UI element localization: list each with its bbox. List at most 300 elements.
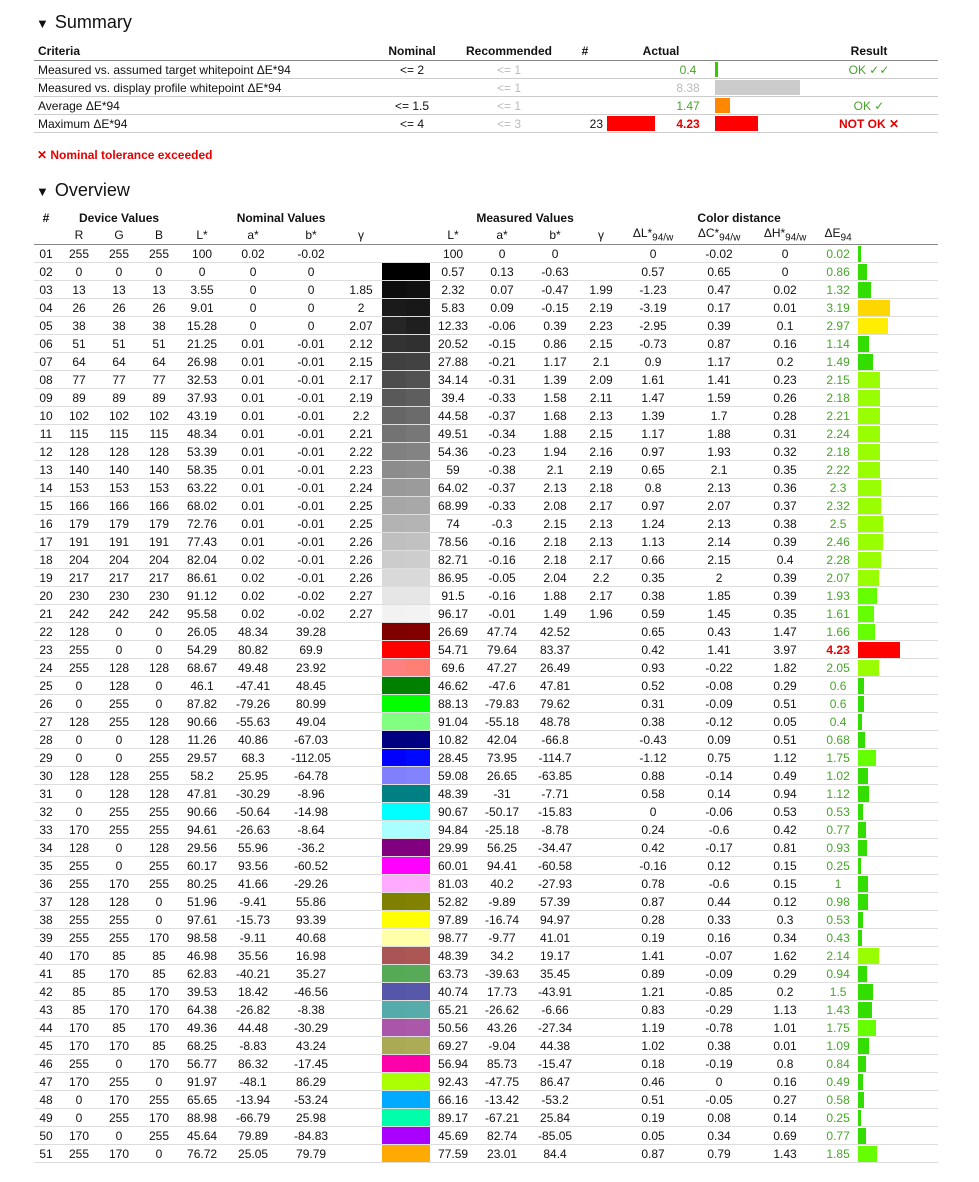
measured-a-cell: -9.04 <box>476 1037 528 1055</box>
device-g-cell: 102 <box>100 407 138 425</box>
delta-E-bar-cell <box>858 335 938 353</box>
nominal-a-cell: 68.3 <box>224 749 282 767</box>
nominal-b-cell: 25.98 <box>282 1109 340 1127</box>
row-number-cell: 15 <box>34 497 58 515</box>
nominal-a-cell: 18.42 <box>224 983 282 1001</box>
device-g-cell: 128 <box>100 659 138 677</box>
device-b-cell: 13 <box>138 281 180 299</box>
measured-color-swatch <box>406 425 430 442</box>
delta-E-cell: 0.53 <box>818 911 858 929</box>
color-swatch <box>382 911 430 928</box>
device-b-cell: 0 <box>138 1145 180 1163</box>
actual-cell: 1.47 <box>661 97 715 115</box>
delta-E-bar <box>858 588 877 604</box>
delta-H-cell: 0.29 <box>752 965 818 983</box>
delta-H-cell: 0.35 <box>752 605 818 623</box>
delta-E-bar <box>858 822 866 838</box>
table-row <box>34 929 938 947</box>
device-b-cell: 255 <box>138 767 180 785</box>
measured-b-cell: 25.84 <box>528 1109 582 1127</box>
delta-C-cell: 1.45 <box>686 605 752 623</box>
nominal-color-swatch <box>382 749 406 766</box>
delta-H-cell: 0.51 <box>752 695 818 713</box>
delta-H-cell: 0.37 <box>752 497 818 515</box>
color-swatch <box>382 1127 430 1144</box>
device-r-cell: 0 <box>58 1091 100 1109</box>
nominal-a-cell: 0 <box>224 317 282 335</box>
delta-C-cell: 0.65 <box>686 263 752 281</box>
nominal-color-swatch <box>382 371 406 388</box>
measured-L-cell: 92.43 <box>430 1073 476 1091</box>
count-cell: 23 <box>563 115 607 133</box>
row-number-cell: 33 <box>34 821 58 839</box>
nominal-gamma-cell <box>340 1127 382 1145</box>
nominal-gamma-cell: 2 <box>340 299 382 317</box>
table-row <box>34 803 938 821</box>
nominal-color-swatch <box>382 263 406 280</box>
nominal-color-swatch <box>382 587 406 604</box>
device-r-cell: 0 <box>58 677 100 695</box>
table-row <box>34 911 938 929</box>
device-g-cell: 85 <box>100 947 138 965</box>
measured-a-cell: -25.18 <box>476 821 528 839</box>
color-swatch-cell <box>382 515 430 533</box>
measured-L-cell: 82.71 <box>430 551 476 569</box>
device-b-cell: 217 <box>138 569 180 587</box>
color-swatch-cell <box>382 839 430 857</box>
table-row <box>34 389 938 407</box>
delta-E-cell: 2.15 <box>818 371 858 389</box>
criteria-cell: Maximum ΔE*94 <box>34 115 369 133</box>
delta-L-cell: 0.52 <box>620 677 686 695</box>
measured-L-cell: 59 <box>430 461 476 479</box>
nominal-a-cell: 86.32 <box>224 1055 282 1073</box>
measured-b-cell: -7.71 <box>528 785 582 803</box>
delta-E-cell: 2.3 <box>818 479 858 497</box>
measured-gamma-cell: 2.17 <box>582 587 620 605</box>
device-b-cell: 255 <box>138 821 180 839</box>
delta-E-bar <box>858 876 868 892</box>
measured-gamma-cell <box>582 1109 620 1127</box>
row-number-cell: 20 <box>34 587 58 605</box>
device-b-cell: 38 <box>138 317 180 335</box>
delta-L-cell: 1.24 <box>620 515 686 533</box>
delta-E-cell: 1.14 <box>818 335 858 353</box>
nominal-color-swatch <box>382 695 406 712</box>
table-row <box>34 1019 938 1037</box>
measured-a-cell: -0.16 <box>476 533 528 551</box>
delta-H-cell: 1.13 <box>752 1001 818 1019</box>
measured-a-cell: -0.33 <box>476 389 528 407</box>
measured-gamma-cell: 2.19 <box>582 461 620 479</box>
nominal-gamma-cell <box>340 1055 382 1073</box>
delta-H-header: $\Delta H*_{94/w}$ <box>752 226 818 245</box>
table-row <box>34 1073 938 1091</box>
row-number-cell: 40 <box>34 947 58 965</box>
delta-E-cell: 2.21 <box>818 407 858 425</box>
measured-gamma-cell <box>582 641 620 659</box>
measured-L-cell: 97.89 <box>430 911 476 929</box>
nominal-a-cell: -30.29 <box>224 785 282 803</box>
delta-H-cell: 0.15 <box>752 857 818 875</box>
nominal-color-swatch <box>382 389 406 406</box>
result-cell: OK ✓ <box>800 97 938 115</box>
measured-color-swatch <box>406 1019 430 1036</box>
device-g-cell: 170 <box>100 1037 138 1055</box>
measured-a-cell: 34.2 <box>476 947 528 965</box>
row-number-cell: 24 <box>34 659 58 677</box>
measured-a-cell: -0.34 <box>476 425 528 443</box>
measured-b-cell: 1.88 <box>528 425 582 443</box>
delta-L-cell: -2.95 <box>620 317 686 335</box>
nominal-b-cell: 39.28 <box>282 623 340 641</box>
delta-H-cell: 0.26 <box>752 389 818 407</box>
measured-gamma-cell <box>582 821 620 839</box>
delta-L-cell: 1.02 <box>620 1037 686 1055</box>
device-b-cell: 255 <box>138 1127 180 1145</box>
measured-b-cell: -15.83 <box>528 803 582 821</box>
color-swatch-cell <box>382 1145 430 1163</box>
measured-b-cell: 26.49 <box>528 659 582 677</box>
nominal-b-cell: 16.98 <box>282 947 340 965</box>
row-number-cell: 07 <box>34 353 58 371</box>
table-row <box>34 245 938 263</box>
delta-L-cell: -0.16 <box>620 857 686 875</box>
nominal-a-cell: 0.01 <box>224 389 282 407</box>
measured-gamma-cell <box>582 785 620 803</box>
nominal-L-cell: 72.76 <box>180 515 224 533</box>
delta-E-bar-cell <box>858 479 938 497</box>
measured-b-cell: -0.63 <box>528 263 582 281</box>
delta-H-cell: 0.02 <box>752 281 818 299</box>
measured-a-cell: -0.15 <box>476 335 528 353</box>
nominal-color-swatch <box>382 767 406 784</box>
measured-L-cell: 54.36 <box>430 443 476 461</box>
count-swatch-cell <box>607 79 661 97</box>
nominal-a-cell: 0.02 <box>224 605 282 623</box>
delta-E-header: $\Delta E_{94}$ <box>818 226 858 245</box>
color-swatch-cell <box>382 1019 430 1037</box>
color-swatch-cell <box>382 983 430 1001</box>
nominal-b-cell: -0.02 <box>282 587 340 605</box>
measured-L-cell: 78.56 <box>430 533 476 551</box>
row-number-cell: 22 <box>34 623 58 641</box>
nominal-gamma-cell <box>340 947 382 965</box>
delta-E-bar-cell <box>858 839 938 857</box>
nominal-gamma-cell: 2.23 <box>340 461 382 479</box>
nominal-a-cell: -26.82 <box>224 1001 282 1019</box>
nominal-a-cell: 0.01 <box>224 353 282 371</box>
nominal-color-swatch <box>382 821 406 838</box>
nominal-a-cell: 55.96 <box>224 839 282 857</box>
device-g-cell: 204 <box>100 551 138 569</box>
delta-E-bar-cell <box>858 947 938 965</box>
actual-bar-cell <box>715 61 800 79</box>
color-swatch <box>382 929 430 946</box>
nominal-L-cell: 43.19 <box>180 407 224 425</box>
delta-C-cell: 0.09 <box>686 731 752 749</box>
nominal-L-cell: 76.72 <box>180 1145 224 1163</box>
measured-L-cell: 50.56 <box>430 1019 476 1037</box>
delta-E-bar-cell <box>858 749 938 767</box>
device-g-cell: 217 <box>100 569 138 587</box>
color-swatch <box>382 245 430 262</box>
nominal-gamma-cell <box>340 785 382 803</box>
nominal-b-cell: -53.24 <box>282 1091 340 1109</box>
nominal-gamma-cell: 2.25 <box>340 515 382 533</box>
device-g-cell: 115 <box>100 425 138 443</box>
nominal-L-cell: 11.26 <box>180 731 224 749</box>
delta-H-cell: 1.62 <box>752 947 818 965</box>
row-number-cell: 43 <box>34 1001 58 1019</box>
measured-L-cell: 94.84 <box>430 821 476 839</box>
measured-L-cell: 60.01 <box>430 857 476 875</box>
measured-a-cell: -26.62 <box>476 1001 528 1019</box>
nominal-gamma-cell <box>340 659 382 677</box>
device-g-cell: 255 <box>100 803 138 821</box>
r-header: R <box>58 226 100 245</box>
measured-b-cell: -53.2 <box>528 1091 582 1109</box>
delta-E-bar <box>858 372 880 388</box>
measured-b-cell: 48.78 <box>528 713 582 731</box>
device-g-cell: 51 <box>100 335 138 353</box>
device-b-cell: 170 <box>138 1055 180 1073</box>
device-r-cell: 0 <box>58 1109 100 1127</box>
delta-C-cell: 0.17 <box>686 299 752 317</box>
measured-gamma-cell <box>582 1127 620 1145</box>
measured-color-swatch <box>406 569 430 586</box>
measured-a-cell: -79.83 <box>476 695 528 713</box>
measured-L-cell: 88.13 <box>430 695 476 713</box>
delta-C-cell: 0.14 <box>686 785 752 803</box>
measured-gamma-cell <box>582 677 620 695</box>
delta-L-cell: 0.65 <box>620 461 686 479</box>
measured-a-cell: 43.26 <box>476 1019 528 1037</box>
nominal-a-cell: -26.63 <box>224 821 282 839</box>
color-swatch <box>382 389 430 406</box>
nominal-b-cell: 80.99 <box>282 695 340 713</box>
table-row <box>34 893 938 911</box>
delta-E-cell: 1.12 <box>818 785 858 803</box>
delta-C-cell: 0.87 <box>686 335 752 353</box>
device-b-cell: 170 <box>138 929 180 947</box>
criteria-cell: Average ΔE*94 <box>34 97 369 115</box>
measured-gamma-cell <box>582 947 620 965</box>
color-swatch-cell <box>382 443 430 461</box>
device-r-cell: 85 <box>58 1001 100 1019</box>
delta-E-bar <box>858 390 880 406</box>
row-number-cell: 05 <box>34 317 58 335</box>
measured-L-cell: 100 <box>430 245 476 263</box>
delta-E-cell: 0.53 <box>818 803 858 821</box>
delta-H-cell: 0.4 <box>752 551 818 569</box>
nominal-gamma-cell <box>340 911 382 929</box>
nominal-color-swatch <box>382 785 406 802</box>
overview-group-header-row <box>34 210 938 226</box>
color-swatch-cell <box>382 875 430 893</box>
measured-a-cell: 85.73 <box>476 1055 528 1073</box>
measured-gamma-cell <box>582 875 620 893</box>
device-r-cell: 191 <box>58 533 100 551</box>
delta-E-bar-cell <box>858 641 938 659</box>
delta-H-cell: 0.39 <box>752 587 818 605</box>
delta-E-cell: 0.4 <box>818 713 858 731</box>
measured-L-cell: 28.45 <box>430 749 476 767</box>
color-swatch <box>382 1055 430 1072</box>
measured-L-cell: 69.27 <box>430 1037 476 1055</box>
device-r-cell: 85 <box>58 983 100 1001</box>
measured-a-cell: -47.6 <box>476 677 528 695</box>
row-number-cell: 11 <box>34 425 58 443</box>
measured-color-swatch <box>406 785 430 802</box>
delta-E-cell: 1.75 <box>818 1019 858 1037</box>
nominal-L-cell: 86.61 <box>180 569 224 587</box>
table-row <box>34 1037 938 1055</box>
color-swatch-cell <box>382 317 430 335</box>
color-swatch <box>382 713 430 730</box>
device-r-cell: 255 <box>58 857 100 875</box>
nominal-b-cell: 35.27 <box>282 965 340 983</box>
nominal-gamma-cell <box>340 713 382 731</box>
table-row <box>34 1109 938 1127</box>
nominal-gamma-cell: 2.27 <box>340 605 382 623</box>
actual-bar <box>715 98 730 113</box>
measured-values-header: Measured Values <box>476 211 574 225</box>
nominal-a-cell: -79.26 <box>224 695 282 713</box>
nominal-gamma-cell: 2.21 <box>340 425 382 443</box>
measured-a-cell: -0.01 <box>476 605 528 623</box>
row-number-cell: 31 <box>34 785 58 803</box>
delta-C-cell: 0.08 <box>686 1109 752 1127</box>
nominal-gamma-cell <box>340 983 382 1001</box>
row-number-cell: 29 <box>34 749 58 767</box>
nominal-color-swatch <box>382 533 406 550</box>
delta-E-bar <box>858 606 874 622</box>
measured-L-cell: 65.21 <box>430 1001 476 1019</box>
color-swatch-cell <box>382 929 430 947</box>
summary-section-toggle[interactable] <box>36 12 132 33</box>
delta-L-cell: 0.9 <box>620 353 686 371</box>
color-swatch-cell <box>382 1055 430 1073</box>
device-g-cell: 170 <box>100 965 138 983</box>
delta-E-bar <box>858 714 862 730</box>
color-swatch <box>382 623 430 640</box>
device-g-cell: 128 <box>100 893 138 911</box>
delta-E-bar <box>858 408 880 424</box>
nominal-color-swatch <box>382 605 406 622</box>
measured-L-cell: 68.99 <box>430 497 476 515</box>
summary-row <box>34 97 938 115</box>
delta-E-bar <box>858 1128 866 1144</box>
color-swatch-cell <box>382 1127 430 1145</box>
delta-L-cell: 1.19 <box>620 1019 686 1037</box>
measured-L-cell: 86.95 <box>430 569 476 587</box>
color-swatch <box>382 371 430 388</box>
measured-color-swatch <box>406 623 430 640</box>
delta-C-cell: 0 <box>686 1073 752 1091</box>
device-b-cell: 179 <box>138 515 180 533</box>
delta-E-bar-cell <box>858 551 938 569</box>
device-r-cell: 230 <box>58 587 100 605</box>
measured-L-cell: 66.16 <box>430 1091 476 1109</box>
delta-E-bar <box>858 804 863 820</box>
measured-a-cell: -0.23 <box>476 443 528 461</box>
color-swatch <box>382 461 430 478</box>
count-header: # <box>563 42 607 61</box>
measured-b-cell: -27.93 <box>528 875 582 893</box>
nominal-b-cell: -0.01 <box>282 497 340 515</box>
device-values-header: Device Values <box>78 211 160 225</box>
measured-L-cell: 40.74 <box>430 983 476 1001</box>
table-row <box>34 659 938 677</box>
nominal-gamma-cell <box>340 1091 382 1109</box>
delta-L-cell: -1.12 <box>620 749 686 767</box>
measured-gamma-cell: 2.2 <box>582 569 620 587</box>
device-r-cell: 170 <box>58 1019 100 1037</box>
delta-C-cell: 1.41 <box>686 641 752 659</box>
row-number-cell: 44 <box>34 1019 58 1037</box>
color-swatch-cell <box>382 965 430 983</box>
color-swatch <box>382 407 430 424</box>
delta-E-bar-cell <box>858 371 938 389</box>
delta-E-cell: 0.58 <box>818 1091 858 1109</box>
delta-E-cell: 2.32 <box>818 497 858 515</box>
nominal-a-cell: 0.01 <box>224 407 282 425</box>
nominal-gamma-cell <box>340 1037 382 1055</box>
nominal-L-cell: 58.2 <box>180 767 224 785</box>
measured-b-cell: 86.47 <box>528 1073 582 1091</box>
measured-b-cell: 2.18 <box>528 551 582 569</box>
nominal-color-swatch <box>382 335 406 352</box>
nominal-b-cell: -17.45 <box>282 1055 340 1073</box>
count-cell <box>563 79 607 97</box>
delta-E-bar <box>858 426 880 442</box>
device-r-cell: 0 <box>58 749 100 767</box>
device-g-cell: 179 <box>100 515 138 533</box>
delta-E-bar <box>858 264 867 280</box>
overview-section-toggle[interactable] <box>36 180 130 201</box>
measured-a-cell: 23.01 <box>476 1145 528 1163</box>
recommended-cell: <= 1 <box>455 97 563 115</box>
delta-E-bar <box>858 894 868 910</box>
measured-L-cell: 0.57 <box>430 263 476 281</box>
criteria-cell: Measured vs. assumed target whitepoint ΔE*94 <box>34 61 369 79</box>
criteria-cell: Measured vs. display profile whitepoint ΔE*94 <box>34 79 369 97</box>
delta-H-cell: 0 <box>752 263 818 281</box>
color-swatch <box>382 1109 430 1126</box>
device-r-cell: 0 <box>58 731 100 749</box>
nominal-gamma-cell: 2.12 <box>340 335 382 353</box>
actual-cell: 0.4 <box>661 61 715 79</box>
device-g-cell: 255 <box>100 695 138 713</box>
nominal-color-swatch <box>382 875 406 892</box>
color-swatch-cell <box>382 299 430 317</box>
result-cell: OK ✓✓ <box>800 61 938 79</box>
device-r-cell: 170 <box>58 821 100 839</box>
delta-L-cell: 0.93 <box>620 659 686 677</box>
nominal-b-cell: -46.56 <box>282 983 340 1001</box>
delta-E-bar <box>858 552 881 568</box>
delta-C-cell: 1.41 <box>686 371 752 389</box>
nominal-color-swatch <box>382 551 406 568</box>
measured-a-cell: 26.65 <box>476 767 528 785</box>
color-swatch-cell <box>382 551 430 569</box>
device-r-cell: 179 <box>58 515 100 533</box>
delta-E-bar <box>858 444 880 460</box>
delta-H-cell: 0.69 <box>752 1127 818 1145</box>
delta-H-cell: 1.12 <box>752 749 818 767</box>
delta-H-cell: 0.28 <box>752 407 818 425</box>
